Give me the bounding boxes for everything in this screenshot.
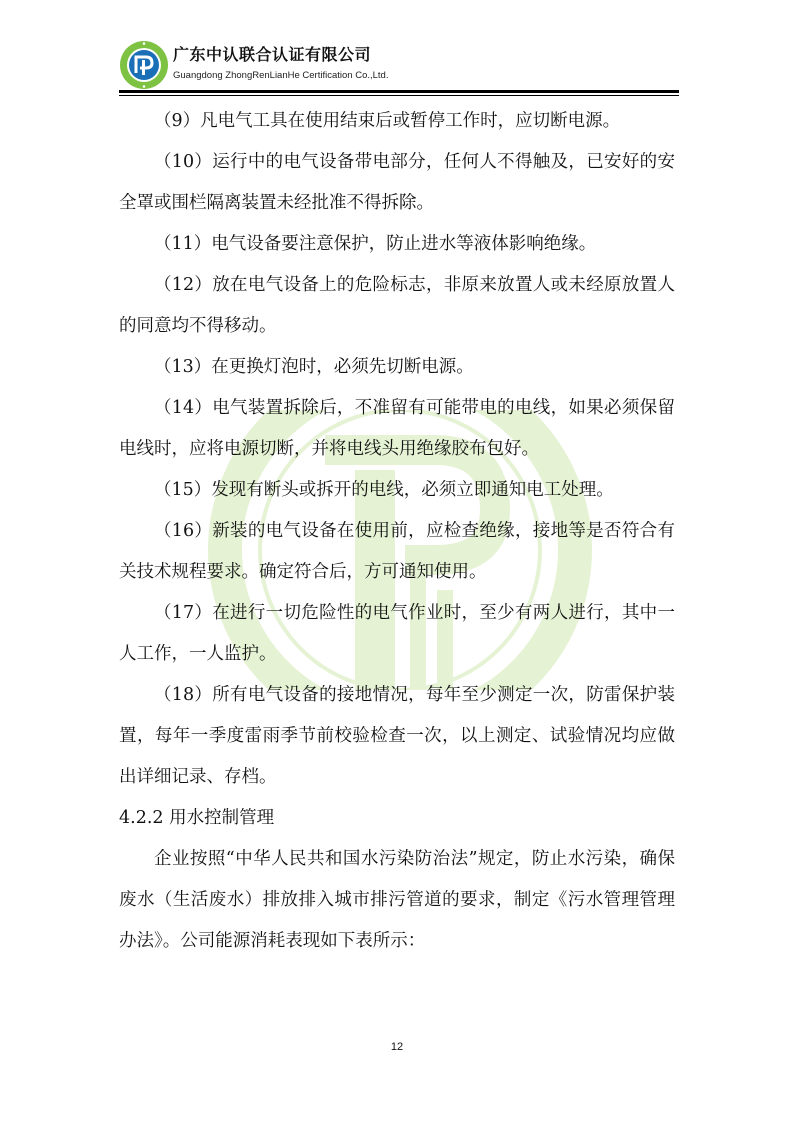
header-rule-thin — [119, 95, 679, 96]
paragraph-item-14: （14）电气装置拆除后，不准留有可能带电的电线，如果必须保留电线时，应将电源切断，并将电线头用绝缘胶布包好。 — [119, 398, 675, 459]
paragraph-item-13: （13）在更换灯泡时，必须先切断电源。 — [154, 357, 474, 377]
company-logo-icon — [119, 40, 169, 90]
paragraph-item-18: （18）所有电气设备的接地情况，每年至少测定一次，防雷保护装置，每年一季度雷雨季节前校验检查一次，以上测定、试验情况均应做出详细记录、存档。 — [119, 685, 675, 787]
company-name-en: Guangdong ZhongRenLianHe Certification Co.,Ltd. — [173, 70, 389, 81]
section-heading: 4.2.2 用水控制管理 — [119, 808, 275, 828]
paragraph-item-15: （15）发现有断头或拆开的电线，必须立即通知电工处理。 — [154, 480, 614, 500]
paragraph-item-10: （10）运行中的电气设备带电部分，任何人不得触及，已安好的安全罩或围栏隔离装置未经批准不得拆除。 — [119, 152, 675, 213]
header-rule-thick — [119, 90, 679, 93]
paragraph-item-17: （17）在进行一切危险性的电气作业时，至少有两人进行，其中一人工作，一人监护。 — [119, 603, 675, 664]
paragraph-item-11: （11）电气设备要注意保护，防止进水等液体影响绝缘。 — [154, 234, 597, 254]
page-header — [119, 38, 679, 98]
paragraph-item-16: （16）新装的电气设备在使用前，应检查绝缘，接地等是否符合有关技术规程要求。确定符合后，方可通知使用。 — [119, 521, 675, 582]
page-number: 12 — [390, 1041, 404, 1053]
body-paragraph: 企业按照“中华人民共和国水污染防治法”规定，防止水污染，确保废水（生活废水）排放排入城市排污管道的要求，制定《污水管理管理办法》。公司能源消耗表现如下表所示： — [119, 849, 675, 951]
paragraph-item-9: （9）凡电气工具在使用结束后或暂停工作时，应切断电源。 — [154, 111, 621, 131]
document-body — [119, 101, 675, 962]
company-name-cn: 广东中认联合认证有限公司 — [173, 45, 372, 64]
paragraph-item-12: （12）放在电气设备上的危险标志，非原来放置人或未经原放置人的同意均不得移动。 — [119, 275, 675, 336]
